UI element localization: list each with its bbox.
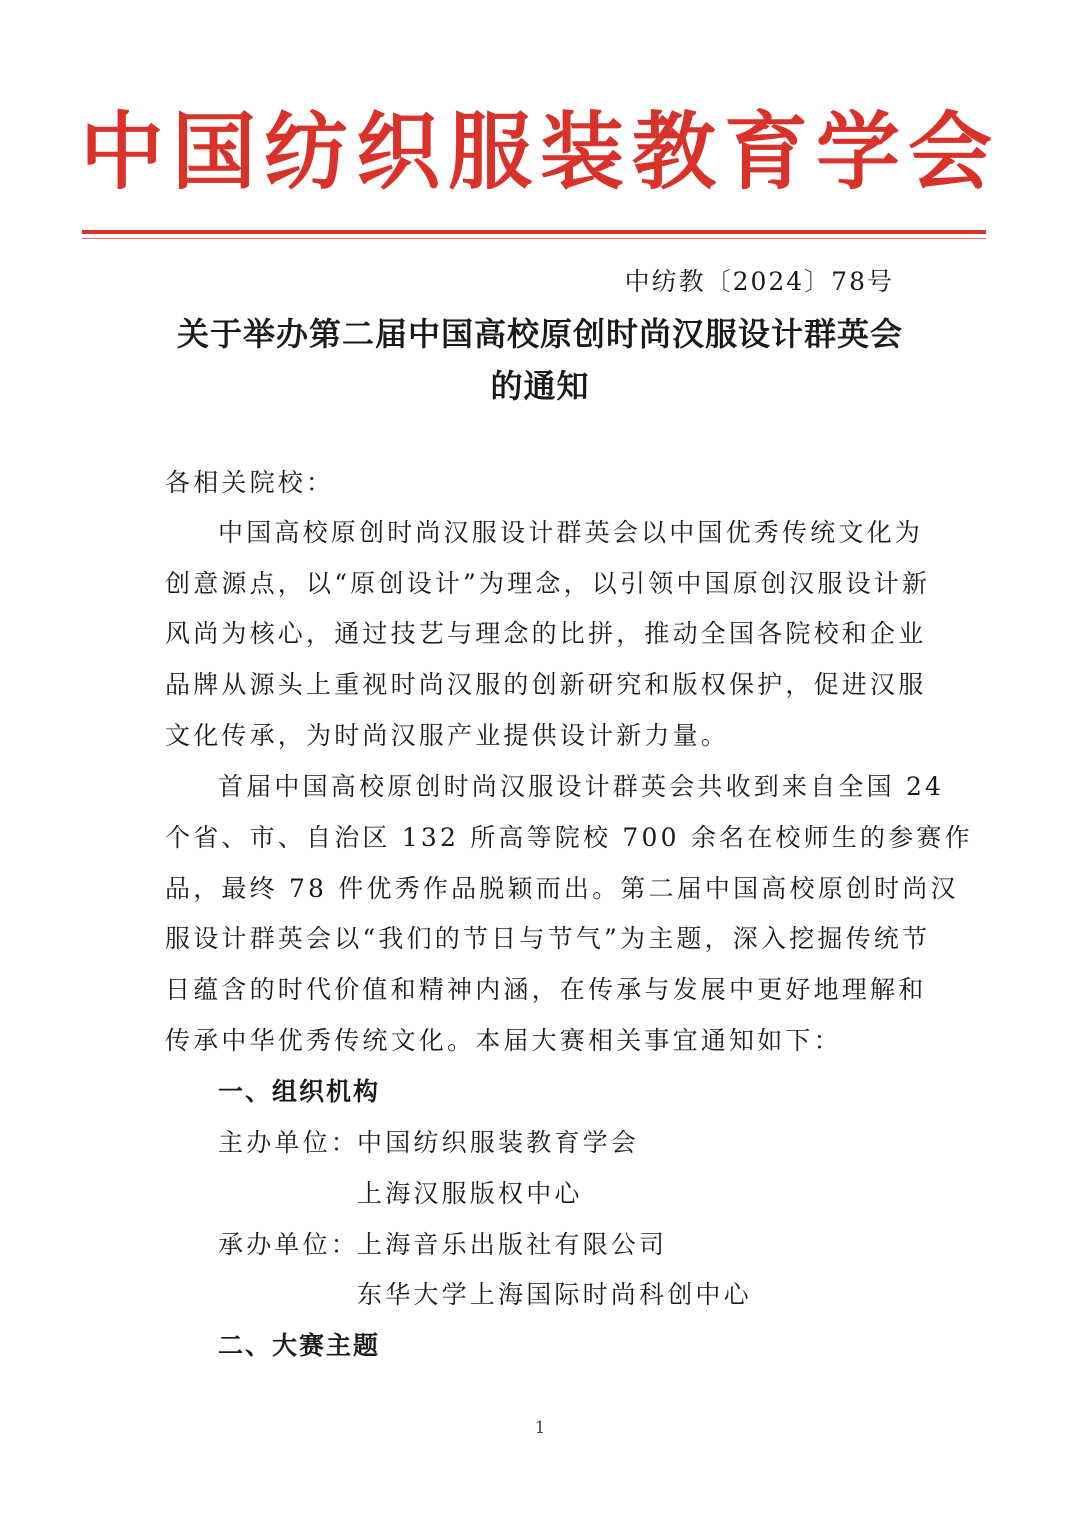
organizer-unit-2: 东华大学上海国际时尚科创中心	[357, 1280, 752, 1309]
document-number: 中纺教〔2024〕78号	[624, 267, 894, 296]
org-letterhead: 中国纺织服装教育学会	[79, 103, 1000, 201]
letterhead-rule-thin	[82, 238, 986, 239]
paragraph2-line: 首届中国高校原创时尚汉服设计群英会共收到来自全国 24	[218, 772, 945, 801]
section1-heading: 一、组织机构	[218, 1077, 381, 1106]
paragraph2-line: 传承中华优秀传统文化。本届大赛相关事宜通知如下：	[165, 1026, 842, 1055]
host-unit-1: 中国纺织服装教育学会	[357, 1128, 640, 1157]
paragraph2-line: 日蕴含的时代价值和精神内涵，在传承与发展中更好地理解和	[165, 975, 927, 1004]
organizer-unit-1: 上海音乐出版社有限公司	[357, 1230, 668, 1259]
letterhead-rule-thick	[82, 230, 986, 234]
paragraph2-line: 品，最终 78 件优秀作品脱颖而出。第二届中国高校原创时尚汉	[165, 874, 959, 903]
title-line-2: 的通知	[490, 367, 590, 405]
paragraph1-line: 文化传承，为时尚汉服产业提供设计新力量。	[165, 721, 730, 750]
document-title	[0, 308, 1080, 412]
paragraph2-line: 服设计群英会以“我们的节日与节气”为主题，深入挖掘传统节	[165, 924, 931, 953]
paragraph1-line: 风尚为核心，通过技艺与理念的比拼，推动全国各院校和企业	[165, 619, 927, 648]
host-label: 主办单位：	[218, 1128, 360, 1157]
paragraph1-line: 中国高校原创时尚汉服设计群英会以中国优秀传统文化为	[218, 518, 924, 547]
organizer-label: 承办单位：	[218, 1230, 360, 1259]
paragraph1-line: 创意源点，以“原创设计”为理念，以引领中国原创汉服设计新	[165, 569, 931, 598]
host-unit-2: 上海汉服版权中心	[357, 1179, 583, 1208]
page-number: 1	[534, 1418, 546, 1438]
paragraph2-line: 个省、市、自治区 132 所高等院校 700 余名在校师生的参赛作	[165, 823, 973, 852]
salutation: 各相关院校：	[165, 468, 335, 497]
paragraph1-line: 品牌从源头上重视时尚汉服的创新研究和版权保护，促进汉服	[165, 670, 927, 699]
section2-heading: 二、大赛主题	[218, 1331, 381, 1360]
title-line-1: 关于举办第二届中国高校原创时尚汉服设计群英会	[176, 315, 903, 353]
